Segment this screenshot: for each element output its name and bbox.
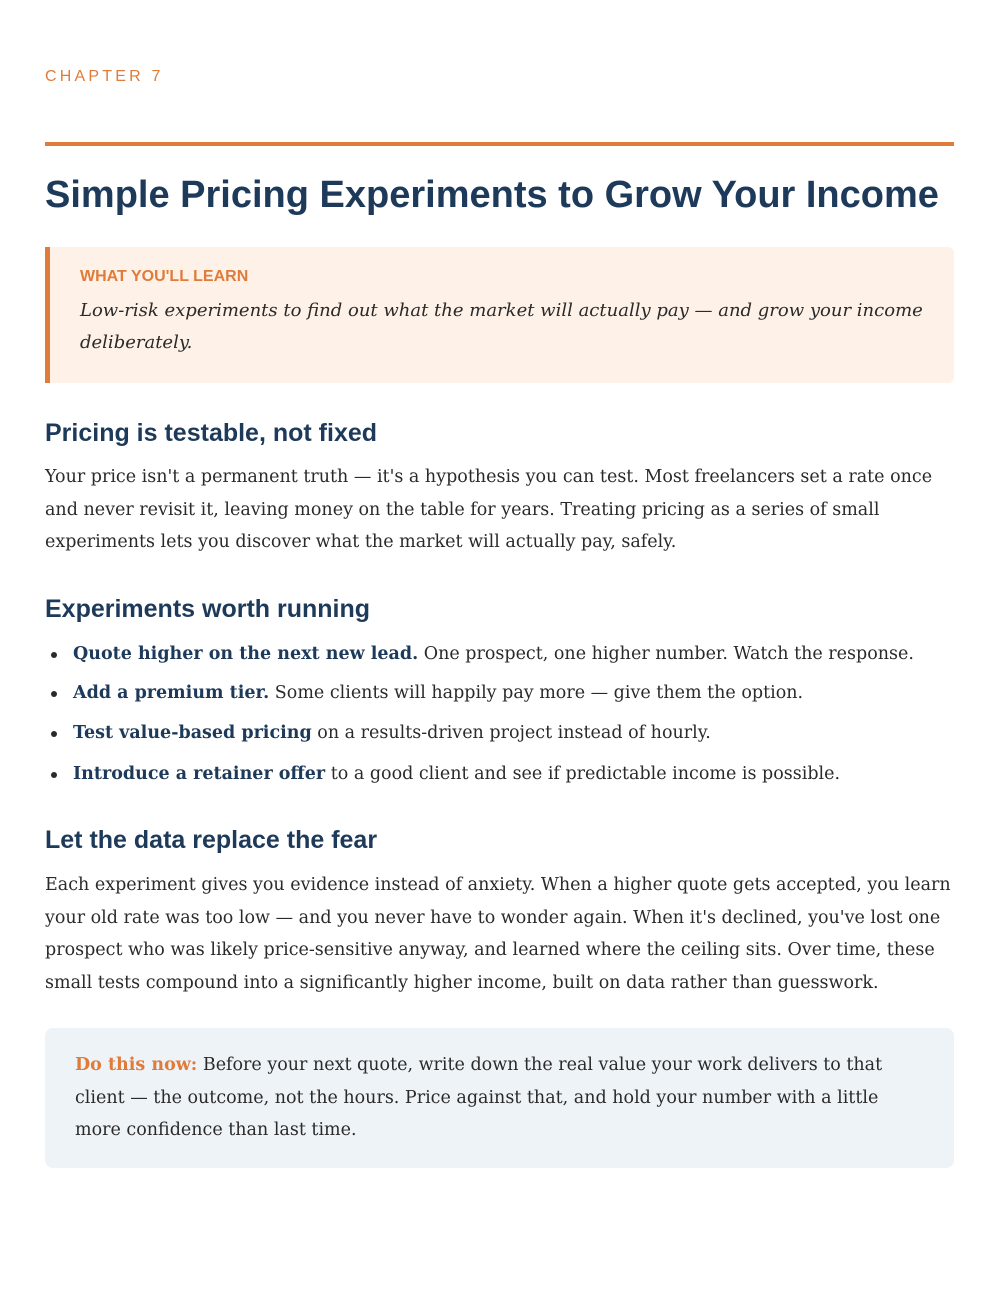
section-heading-experiments: Experiments worth running [45,595,371,623]
list-item-text: to a good client and see if predictable income is possible. [325,764,841,784]
bullet-icon [51,652,57,658]
list-item-text: One prospect, one higher number. Watch the response. [418,644,914,664]
section-body-pricing: Your price isn't a permanent truth — it's a hypothesis you can test. Most freelancers set a rate once and never revisit it, leaving money on the table for years. Treating pricing as a series of small experiments lets you discover what the market will actually pay, safely. [45,467,933,552]
list-item-text: Some clients will happily pay more — give them the option. [269,683,804,703]
page-title: Simple Pricing Experiments to Grow Your Income [45,174,939,216]
learn-callout [45,247,954,383]
list-item-emphasis: Introduce a retainer offer [73,764,326,784]
section-heading-data: Let the data replace the fear [45,826,378,854]
list-item-emphasis: Add a premium tier. [73,683,270,703]
bullet-icon [51,772,57,778]
list-item-text: on a results-driven project instead of hourly. [311,723,711,743]
tip-text: Before your next quote, write down the real value your work delivers to that client — the outcome, not the hours. Price against that, and hold your number with a little more confidence than last time. [75,1055,883,1140]
bullet-icon [51,691,57,697]
tip-label: Do this now: [75,1055,198,1075]
chapter-divider [45,142,954,146]
bullet-icon [51,731,57,737]
list-item-emphasis: Test value-based pricing [73,723,312,743]
learn-callout-text: Low-risk experiments to find out what the market will actually pay — and grow your income deliberately. [80,300,923,353]
learn-callout-label: WHAT YOU'LL LEARN [80,268,249,285]
section-body-data: Each experiment gives you evidence instead of anxiety. When a higher quote gets accepted, you learn your old rate was too low — and you never have to wonder again. When it's declined, you've lost one prospect who was likely price-sensitive anyway, and learned where the ceiling sits. Over time, these small tests compound into a significantly higher income, built on data rather than guesswork. [45,875,951,993]
chapter-label: CHAPTER 7 [45,68,164,85]
section-heading-pricing: Pricing is testable, not fixed [45,419,378,447]
list-item-emphasis: Quote higher on the next new lead. [73,644,419,664]
action-tip-callout [45,1028,954,1168]
